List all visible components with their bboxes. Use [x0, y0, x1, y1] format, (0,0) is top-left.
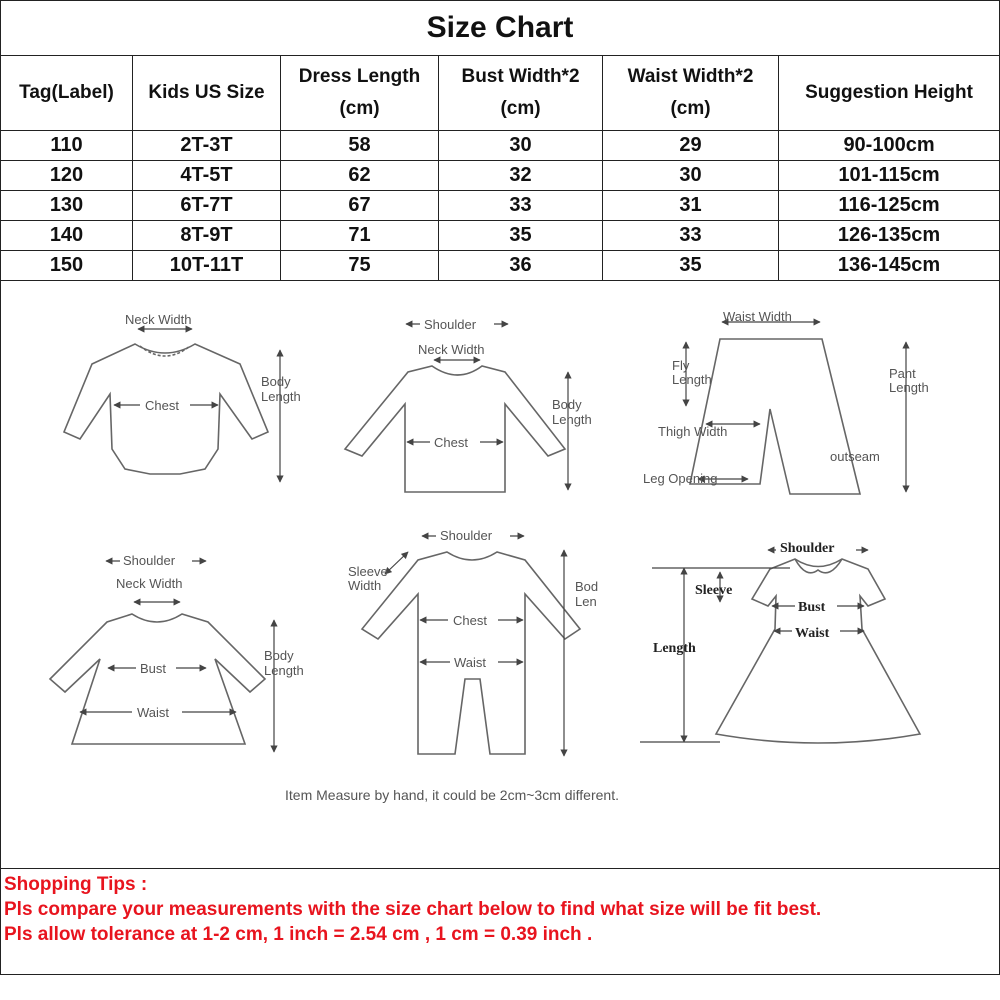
- cell-height: 101-115cm: [779, 161, 1000, 191]
- tips-divider: [0, 868, 1000, 869]
- label-pant-1: Pant: [889, 366, 916, 381]
- label-chest: Chest: [434, 435, 468, 450]
- cell-dress-length: 58: [281, 131, 439, 161]
- cell-tag: 120: [1, 161, 133, 191]
- label-fly-2: Length: [672, 372, 712, 387]
- cell-waist-width: 30: [603, 161, 779, 191]
- label-waist: Waist: [795, 626, 830, 641]
- label-chest: Chest: [453, 613, 487, 628]
- col-header-bust-width: Bust Width*2 (cm): [439, 56, 603, 131]
- size-chart-title: Size Chart: [1, 1, 1000, 56]
- cell-height: 90-100cm: [779, 131, 1000, 161]
- label-fly-1: Fly: [672, 358, 690, 373]
- cell-dress-length: 71: [281, 221, 439, 251]
- col-header-us-size: Kids US Size: [133, 56, 281, 131]
- table-row: [1, 221, 1000, 251]
- cell-height: 126-135cm: [779, 221, 1000, 251]
- cell-tag: 150: [1, 251, 133, 281]
- tips-line-1: Pls compare your measurements with the size chart below to find what size will be fit best.: [4, 899, 822, 920]
- dress-diagram: [640, 538, 920, 743]
- label-body-2: Length: [552, 412, 592, 427]
- table-header-row: [1, 56, 1000, 131]
- table-row: [1, 161, 1000, 191]
- cell-tag: 140: [1, 221, 133, 251]
- measurement-diagram: [0, 284, 1000, 869]
- cell-waist-width: 31: [603, 191, 779, 221]
- col-header-waist-width: Waist Width*2 (cm): [603, 56, 779, 131]
- label-body-2: Length: [264, 663, 304, 678]
- cell-waist-width: 29: [603, 131, 779, 161]
- label-bust: Bust: [798, 600, 826, 615]
- label-body-2: Length: [261, 389, 301, 404]
- col-header-tag: Tag(Label): [1, 56, 133, 131]
- bodysuit-diagram: [64, 312, 301, 482]
- table-row: [1, 251, 1000, 281]
- label-body-1: Bod: [575, 579, 599, 594]
- cell-bust-width: 36: [439, 251, 603, 281]
- col-header-suggestion-height: Suggestion Height: [779, 56, 1000, 131]
- label-sleeve-2: Width: [348, 578, 382, 593]
- cell-us-size: 4T-5T: [133, 161, 281, 191]
- cell-waist-width: 35: [603, 251, 779, 281]
- label-waist: Waist: [454, 655, 487, 670]
- label-bust: Bust: [140, 661, 167, 676]
- col-header-dress-length: Dress Length (cm): [281, 56, 439, 131]
- cell-tag: 110: [1, 131, 133, 161]
- cell-bust-width: 30: [439, 131, 603, 161]
- cell-height: 116-125cm: [779, 191, 1000, 221]
- label-pant-2: Length: [889, 380, 929, 395]
- cell-waist-width: 33: [603, 221, 779, 251]
- label-body-2: Len: [575, 594, 597, 609]
- label-sleeve-1: Sleeve: [348, 564, 388, 579]
- measurement-note: Item Measure by hand, it could be 2cm~3cm different.: [285, 787, 619, 803]
- label-body-1: Body: [261, 374, 291, 389]
- cell-dress-length: 75: [281, 251, 439, 281]
- shopping-tips: [4, 872, 821, 947]
- table-row: [1, 191, 1000, 221]
- label-neck-width: Neck Width: [116, 576, 183, 591]
- top-diagram: [50, 552, 304, 752]
- label-body-1: Body: [264, 648, 294, 663]
- label-chest: Chest: [145, 398, 179, 413]
- cell-us-size: 10T-11T: [133, 251, 281, 281]
- label-shoulder: Shoulder: [123, 553, 176, 568]
- cell-us-size: 2T-3T: [133, 131, 281, 161]
- cell-bust-width: 35: [439, 221, 603, 251]
- sweater-diagram: [345, 316, 592, 492]
- cell-us-size: 6T-7T: [133, 191, 281, 221]
- cell-height: 136-145cm: [779, 251, 1000, 281]
- cell-dress-length: 67: [281, 191, 439, 221]
- table-row: [1, 131, 1000, 161]
- pants-diagram: [643, 309, 929, 494]
- label-waist-width: Waist Width: [723, 309, 792, 324]
- label-waist: Waist: [137, 705, 170, 720]
- label-neck-width: Neck Width: [418, 342, 485, 357]
- label-shoulder: Shoulder: [424, 317, 477, 332]
- cell-tag: 130: [1, 191, 133, 221]
- size-chart-table: [0, 0, 1000, 281]
- cell-us-size: 8T-9T: [133, 221, 281, 251]
- label-leg-opening: Leg Opening: [643, 471, 718, 486]
- label-sleeve: Sleeve: [695, 583, 733, 598]
- romper-diagram: [348, 528, 598, 756]
- label-length: Length: [653, 641, 696, 656]
- tips-heading: Shopping Tips :: [4, 874, 148, 895]
- label-neck-width: Neck Width: [125, 312, 192, 327]
- cell-bust-width: 33: [439, 191, 603, 221]
- label-shoulder: Shoulder: [780, 541, 835, 556]
- cell-bust-width: 32: [439, 161, 603, 191]
- label-outseam: outseam: [830, 449, 880, 464]
- label-body-1: Body: [552, 397, 582, 412]
- label-thigh-width: Thigh Width: [658, 424, 728, 439]
- label-shoulder: Shoulder: [440, 528, 493, 543]
- cell-dress-length: 62: [281, 161, 439, 191]
- tips-line-2: Pls allow tolerance at 1-2 cm, 1 inch = 2.54 cm , 1 cm = 0.39 inch .: [4, 924, 593, 945]
